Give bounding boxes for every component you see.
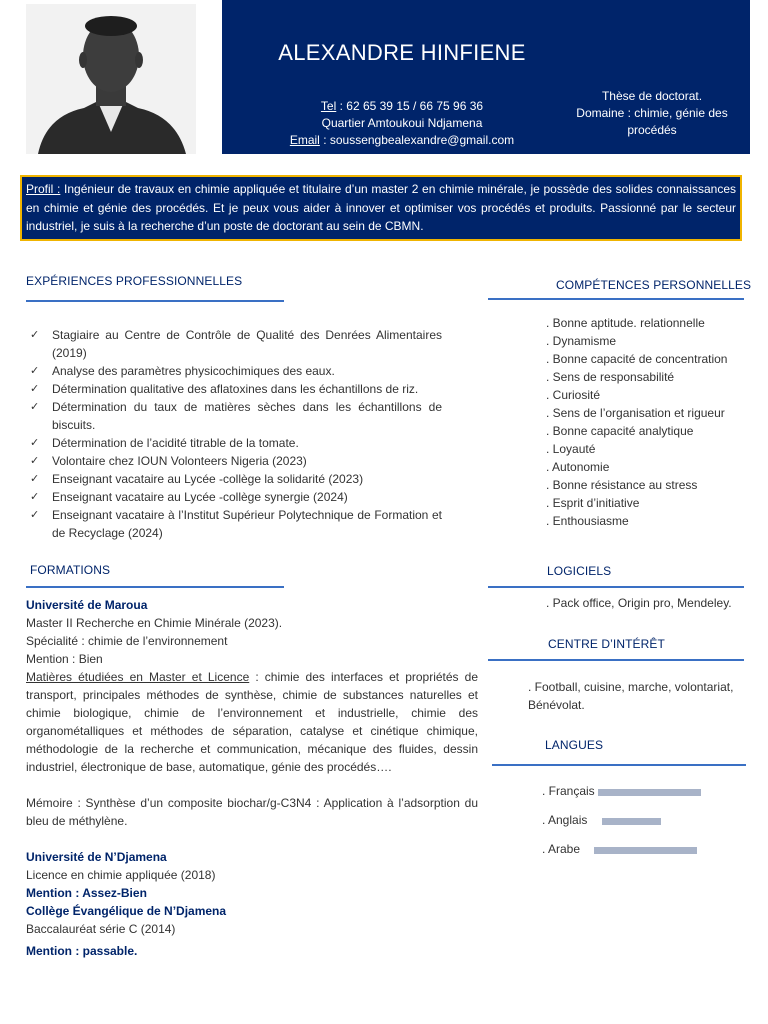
checkmark-icon: ✓ xyxy=(30,329,40,341)
experience-item xyxy=(30,326,442,362)
experience-item xyxy=(30,398,442,434)
baccalaureat: Baccalauréat série C (2014) xyxy=(26,922,176,936)
memoire: Mémoire : Synthèse d’un composite biochar/g-C3N4 : Application à l’adsorption du bleu de méthylène. xyxy=(26,796,478,828)
formations-block xyxy=(26,596,478,960)
experience-item xyxy=(30,470,442,488)
thesis-block xyxy=(562,88,742,139)
competence-item: . Enthousiasme xyxy=(546,514,629,528)
experience-text: Stagiaire au Centre de Contrôle de Qualité des Denrées Alimentaires (2019) xyxy=(52,328,442,360)
language-row xyxy=(542,784,722,802)
mention-bien: Mention : Bien xyxy=(26,652,103,666)
checkmark-icon: ✓ xyxy=(30,509,40,521)
language-name: . Anglais xyxy=(542,813,588,827)
experience-text: Volontaire chez IOUN Volonteers Nigeria (2023) xyxy=(52,454,307,468)
logiciels-heading: LOGICIELS xyxy=(547,564,612,578)
competences-rule xyxy=(488,298,744,300)
centre-text: . Football, cuisine, marche, volontariat, Bénévolat. xyxy=(528,680,734,712)
language-row xyxy=(542,842,722,860)
competence-item: . Bonne résistance au stress xyxy=(546,478,698,492)
thesis-domain: Domaine : chimie, génie des procédés xyxy=(576,106,728,137)
logiciels-rule xyxy=(488,586,744,588)
competence-item: . Loyauté xyxy=(546,442,596,456)
checkmark-icon: ✓ xyxy=(30,365,40,377)
competences-list xyxy=(546,314,746,530)
formations-heading: FORMATIONS xyxy=(30,563,111,577)
university-maroua: Université de Maroua xyxy=(26,598,148,612)
checkmark-icon: ✓ xyxy=(30,401,40,413)
college-evangelique: Collège Évangélique de N’Djamena xyxy=(26,904,227,918)
subjects-studied xyxy=(26,668,478,776)
address-line: Quartier Amtoukoui Ndjamena xyxy=(321,116,483,130)
experience-text: Détermination du taux de matières sèches dans les échantillons de biscuits. xyxy=(52,400,442,432)
header-banner xyxy=(222,0,750,154)
checkmark-icon: ✓ xyxy=(30,437,40,449)
centre-heading: CENTRE D’INTÉRÊT xyxy=(548,637,665,651)
experience-text: Enseignant vacataire à l’Institut Supérieur Polytechnique de Formation et de Recyclage (2024) xyxy=(52,508,442,540)
experience-text: Détermination de l’acidité titrable de la tomate. xyxy=(52,436,299,450)
competence-item: . Bonne capacité de concentration xyxy=(546,352,728,366)
mention-assez-bien: Mention : Assez-Bien xyxy=(26,886,147,900)
experience-text: Détermination qualitative des aflatoxines dans les échantillons de riz. xyxy=(52,382,419,396)
email-label: Email xyxy=(289,133,320,147)
language-level-bar xyxy=(598,789,701,796)
experience-item xyxy=(30,488,442,506)
langues-heading: LANGUES xyxy=(545,738,604,752)
experiences-list xyxy=(30,326,442,542)
competence-item: . Curiosité xyxy=(546,388,601,402)
competence-item: . Sens de l’organisation et rigueur xyxy=(546,406,725,420)
experience-item xyxy=(30,506,442,542)
phone-line xyxy=(222,98,582,115)
experience-text: Analyse des paramètres physicochimiques des eaux. xyxy=(52,364,335,378)
contact-block xyxy=(222,98,582,149)
profile-label: Profil : xyxy=(26,182,61,196)
experience-text: Enseignant vacataire au Lycée -collège la solidarité (2023) xyxy=(52,472,364,486)
phone-label: Tel xyxy=(320,99,337,113)
centre-rule xyxy=(488,659,744,661)
formations-rule xyxy=(26,586,284,588)
profile-text: Ingénieur de travaux en chimie appliquée et titulaire d’un master 2 en chimie minérale, je possède des solides connaissances en chimie et génie des procédés. Et je peux vous aider à innover et optimiser vos procédés et produits. Passionné par le secteur industriel, je suis à la recherche d’un poste de doctorant au sein de CBMN. xyxy=(26,182,736,233)
language-name: . Français xyxy=(542,784,595,798)
subjects-text: : chimie des interfaces et propriétés de transport, principales méthodes de synthèse, chimie de substances naturelles et chimie biologique, chimie de l’environnement et industrielle, chimie des organométalliques et méthodes de séparation, catalyse et cinétique chimique, méthodologie de la recherche et communication, mécanique des fluides, dessin industriel, électronique de base, automatique, génie des procédés…. xyxy=(26,670,479,774)
logiciels-text: . Pack office, Origin pro, Mendeley. xyxy=(546,596,732,610)
language-name: . Arabe xyxy=(542,842,581,856)
experience-text: Enseignant vacataire au Lycée -collège synergie (2024) xyxy=(52,490,348,504)
candidate-name: ALEXANDRE HINFIENE xyxy=(278,40,526,65)
competence-item: . Esprit d’initiative xyxy=(546,496,640,510)
mention-passable: Mention : passable. xyxy=(26,944,138,958)
language-level-bar xyxy=(602,818,661,825)
checkmark-icon: ✓ xyxy=(30,455,40,467)
profile-photo xyxy=(26,4,196,154)
competences-heading: COMPÉTENCES PERSONNELLES xyxy=(556,278,752,292)
language-row xyxy=(542,813,722,831)
langues-rule xyxy=(492,764,746,766)
email-line xyxy=(222,132,582,149)
profile-summary xyxy=(20,175,742,241)
competence-item: . Bonne capacité analytique xyxy=(546,424,694,438)
checkmark-icon: ✓ xyxy=(30,473,40,485)
experience-item xyxy=(30,452,442,470)
competence-item: . Bonne aptitude. relationnelle xyxy=(546,316,705,330)
experience-item xyxy=(30,362,442,380)
portrait-image xyxy=(26,4,196,154)
experience-item xyxy=(30,380,442,398)
master-degree: Master II Recherche en Chimie Minérale (2023). xyxy=(26,616,283,630)
licence-degree: Licence en chimie appliquée (2018) xyxy=(26,868,216,882)
competence-item: . Dynamisme xyxy=(546,334,617,348)
competence-item: . Sens de responsabilité xyxy=(546,370,675,384)
experience-item xyxy=(30,434,442,452)
experiences-rule xyxy=(26,300,284,302)
university-ndjamena: Université de N’Djamena xyxy=(26,850,167,864)
experiences-heading: EXPÉRIENCES PROFESSIONNELLES xyxy=(26,274,243,288)
competence-item: . Autonomie xyxy=(546,460,610,474)
phone-value: : 62 65 39 15 / 66 75 96 36 xyxy=(336,99,484,113)
language-level-bar xyxy=(594,847,697,854)
thesis-title: Thèse de doctorat. xyxy=(601,89,703,103)
email-value[interactable]: : soussengbealexandre@gmail.com xyxy=(319,133,515,147)
checkmark-icon: ✓ xyxy=(30,491,40,503)
speciality: Spécialité : chimie de l’environnement xyxy=(26,634,228,648)
subjects-label: Matières étudiées en Master et Licence xyxy=(26,670,250,684)
checkmark-icon: ✓ xyxy=(30,383,40,395)
